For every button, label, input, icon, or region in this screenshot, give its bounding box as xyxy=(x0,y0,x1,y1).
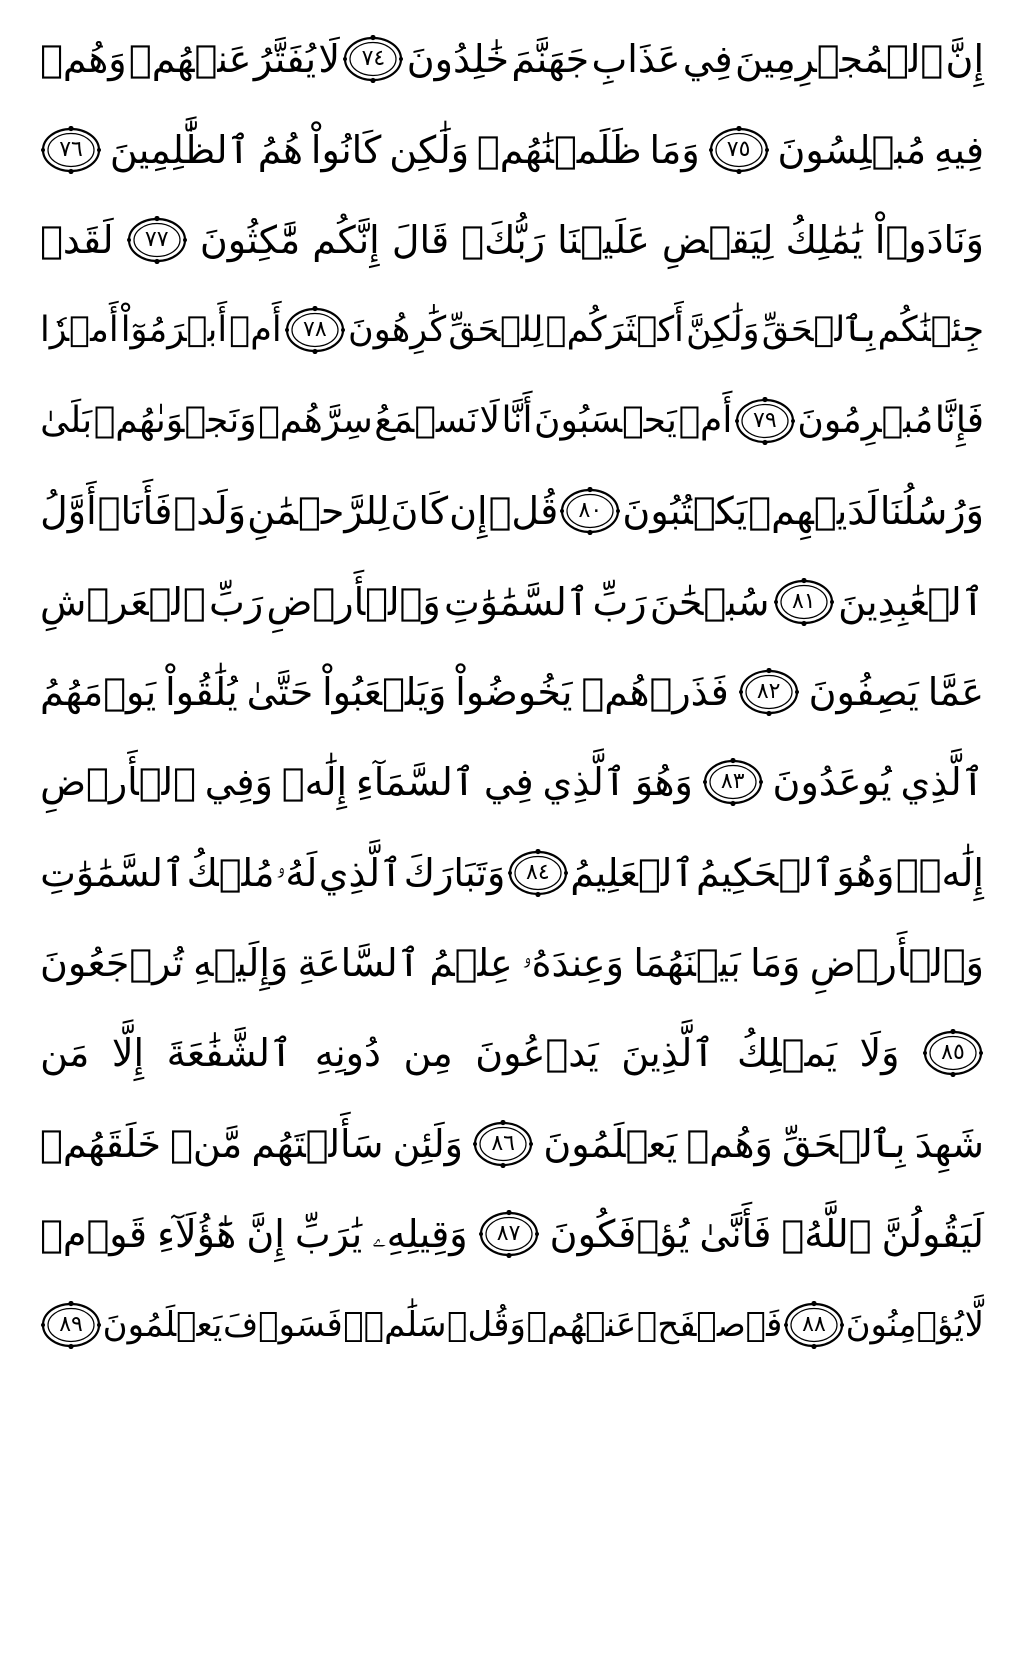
verse-word: هَٰٓؤُلَآءِ xyxy=(157,1212,237,1257)
text-line xyxy=(40,1099,984,1189)
verse-word: مُبۡلِسُونَ xyxy=(777,127,927,172)
verse-word: ٱلۡعَرۡشِ xyxy=(40,579,206,624)
verse-word: فَأَنَا۠ xyxy=(97,489,173,534)
verse-word: يَخُوضُواْ xyxy=(455,669,573,714)
verse-word: وَلَا xyxy=(859,1031,900,1076)
verse-word: وَهُوَ xyxy=(634,760,693,805)
verse-word: يَمۡلِكُ xyxy=(737,1031,837,1076)
verse-word: عَنۡهُمۡ xyxy=(128,37,252,82)
verse-word: إِلَٰهٞ xyxy=(281,760,348,805)
verse-word: لَا xyxy=(479,399,501,441)
verse-word: وَقِيلِهِۦ xyxy=(372,1212,468,1257)
verse-word: لَا xyxy=(318,37,341,82)
mushaf-page xyxy=(40,14,984,1642)
verse-word: وَإِلَيۡهِ xyxy=(193,941,289,986)
ayah-end-marker xyxy=(922,1029,984,1077)
verse-word: ٱلسَّاعَةِ xyxy=(297,941,420,986)
verse-word: عِلۡمُ xyxy=(429,941,513,986)
verse-word: وَٱلۡأَرۡضِ xyxy=(809,941,984,986)
verse-word: وَلَٰكِن xyxy=(389,127,470,172)
verse-word: ظَلَمۡنَٰهُمۡ xyxy=(476,127,642,172)
verse-word: جَهَنَّمَ xyxy=(511,37,590,82)
verse-word: أَمۡ xyxy=(678,399,733,441)
verse-word: لَدَيۡهِمۡ xyxy=(748,489,879,534)
verse-word: لِلرَّحۡمَٰنِ xyxy=(247,489,390,534)
verse-word: هُمُ xyxy=(257,127,304,172)
verse-word: دُونِهِ xyxy=(314,1031,381,1076)
verse-word: فِي xyxy=(682,37,733,82)
verse-word: رَبُّكَۖ xyxy=(461,217,546,262)
verse-word: بَيۡنَهُمَا xyxy=(633,941,741,986)
ayah-number: ٨٦ xyxy=(491,1130,515,1156)
ayah-number: ٧٥ xyxy=(726,136,751,162)
verse-word: أَوَّلُ xyxy=(40,489,97,534)
verse-word: يَٰرَبِّ xyxy=(294,1212,363,1257)
ayah-end-marker xyxy=(773,578,835,626)
verse-word: يُؤۡمِنُونَ xyxy=(845,1304,964,1345)
verse-word: وَنَجۡوَىٰهُمۚ xyxy=(93,399,257,441)
ayah-end-marker xyxy=(708,126,770,174)
ayah-end-marker xyxy=(507,849,569,897)
verse-word: ٱلشَّفَٰعَةَ xyxy=(166,1031,293,1076)
text-line xyxy=(40,195,984,285)
ayah-end-marker xyxy=(702,758,764,806)
verse-word: مِن xyxy=(403,1031,453,1076)
verse-word: إِن xyxy=(449,489,488,534)
verse-word: ٱلَّذِي xyxy=(542,760,627,805)
text-line xyxy=(40,828,984,918)
text-line xyxy=(40,556,984,646)
verse-word: وَنَادَوۡاْ xyxy=(874,217,984,262)
ayah-number: ٨٢ xyxy=(756,678,781,704)
verse-word: شَهِدَ xyxy=(914,1121,984,1166)
verse-word: قَوۡمٞ xyxy=(40,1212,148,1257)
verse-word: يَوۡمَهُمُ xyxy=(40,669,157,714)
verse-word: خَلَقَهُمۡ xyxy=(40,1121,161,1166)
ayah-number: ٨٤ xyxy=(526,859,550,885)
verse-word: فَأَنَّىٰ xyxy=(699,1212,772,1257)
verse-word: وَلَٰكِنَّ xyxy=(686,309,760,350)
verse-word: إِلَٰهٞۚ xyxy=(895,850,984,895)
text-line xyxy=(40,1279,984,1369)
verse-word: وَقُلۡ xyxy=(447,1304,526,1345)
verse-word: بِٱلۡحَقِّ xyxy=(782,1121,906,1166)
ayah-number: ٧٩ xyxy=(753,407,777,433)
verse-word: وَعِندَهُۥ xyxy=(522,941,624,986)
verse-word: ٱلۡعَلِيمُ xyxy=(570,850,695,895)
verse-word: مُلۡكُ xyxy=(186,850,275,895)
ayah-number: ٨٩ xyxy=(59,1311,83,1337)
verse-word: أَنَّا xyxy=(501,399,533,441)
ayah-number: ٧٨ xyxy=(303,317,327,343)
verse-word: يَدۡعُونَ xyxy=(475,1031,599,1076)
ayah-end-marker xyxy=(783,1301,845,1349)
ayah-end-marker xyxy=(40,126,102,174)
verse-word: ٱلۡأَرۡضِ xyxy=(40,760,196,805)
ayah-number: ٧٧ xyxy=(144,226,169,252)
ayah-end-marker xyxy=(478,1210,540,1258)
text-line xyxy=(40,647,984,737)
verse-word: وَهُوَ xyxy=(836,850,895,895)
ayah-end-marker xyxy=(734,397,796,445)
verse-word: يَٰمَٰلِكُ xyxy=(785,217,863,262)
verse-word: ٱلظَّٰلِمِينَ xyxy=(109,127,250,172)
verse-word: وَهُمۡ xyxy=(686,1121,773,1166)
verse-word: لَّا xyxy=(964,1304,984,1345)
verse-word: سَلَٰمٞۚ xyxy=(343,1304,447,1345)
verse-word: ٱلۡحَكِيمُ xyxy=(696,850,835,895)
verse-word: لِيَقۡضِ xyxy=(661,217,774,262)
verse-word: لِلۡحَقِّ xyxy=(448,309,544,350)
verse-word: قُلۡ xyxy=(488,489,559,534)
verse-word: وَلَدٞ xyxy=(173,489,247,534)
verse-word: يُفَتَّرُ xyxy=(253,37,317,82)
verse-word: عَمَّا xyxy=(927,669,984,714)
verse-word: مُبۡرِمُونَ xyxy=(797,399,934,441)
text-line xyxy=(40,1189,984,1279)
verse-word: إِنَّكُم xyxy=(312,217,380,262)
verse-word: نَسۡمَعُ xyxy=(374,399,478,441)
verse-word: إِنَّ xyxy=(246,1212,285,1257)
verse-word: مَن xyxy=(40,1031,90,1076)
verse-word: إِلَّا xyxy=(111,1031,145,1076)
verse-word: لَيَقُولُنَّ xyxy=(881,1212,984,1257)
verse-word: وَيَلۡعَبُواْ xyxy=(322,669,447,714)
ayah-end-marker xyxy=(342,35,404,83)
verse-word: أَبۡرَمُوٓاْ xyxy=(120,309,228,350)
verse-word: رَبِّ xyxy=(209,579,264,624)
verse-word: يَعۡلَمُونَ xyxy=(543,1121,678,1166)
verse-word: كَانُواْ xyxy=(310,127,382,172)
verse-word: ٱلَّذِينَ xyxy=(621,1031,715,1076)
verse-word: وَمَا xyxy=(649,127,700,172)
verse-word: وَٱلۡأَرۡضِ xyxy=(266,579,441,624)
ayah-end-marker xyxy=(738,668,800,716)
verse-word: وَفِي xyxy=(204,760,273,805)
verse-word: بَلَىٰ xyxy=(40,399,93,441)
verse-word: أَمۡرٗا xyxy=(40,309,119,350)
ayah-number: ٨١ xyxy=(791,588,816,614)
verse-word: لَقَدۡ xyxy=(40,217,114,262)
ayah-end-marker xyxy=(40,1301,102,1349)
verse-word: ٱلَّذِي xyxy=(318,850,403,895)
verse-word: يُوعَدُونَ xyxy=(772,760,892,805)
verse-word: وَتَبَارَكَ xyxy=(403,850,506,895)
text-line xyxy=(40,1008,984,1098)
verse-word: وَمَا xyxy=(750,941,801,986)
ayah-number: ٨٥ xyxy=(941,1040,965,1066)
verse-word: جِئۡنَٰكُم xyxy=(877,309,984,350)
verse-word: تُرۡجَعُونَ xyxy=(40,941,184,986)
verse-word: يَصِفُونَ xyxy=(808,669,919,714)
verse-word: لَهُۥ xyxy=(275,850,318,895)
verse-word: كَانَ xyxy=(390,489,449,534)
verse-word: سَأَلۡتَهُم xyxy=(251,1121,384,1166)
ayah-number: ٨٠ xyxy=(578,498,603,524)
verse-word: يَكۡتُبُونَ xyxy=(622,489,748,534)
ayah-end-marker xyxy=(284,306,346,354)
verse-word: ٱلسَّمَٰوَٰتِ xyxy=(40,850,186,895)
verse-word: خَٰلِدُونَ xyxy=(406,37,510,82)
ayah-end-marker xyxy=(472,1120,534,1168)
text-line xyxy=(40,737,984,827)
verse-word: سُبۡحَٰنَ xyxy=(649,579,770,624)
verse-word: فَسَوۡفَ xyxy=(222,1304,343,1345)
verse-word: فَذَرۡهُمۡ xyxy=(581,669,729,714)
ayah-number: ٨٨ xyxy=(802,1311,826,1337)
verse-word: ٱلَّذِي xyxy=(900,760,984,805)
verse-word: سِرَّهُمۡ xyxy=(258,399,373,441)
verse-word: كَٰرِهُونَ xyxy=(348,309,447,350)
ayah-end-marker xyxy=(126,216,188,264)
verse-word: حَتَّىٰ xyxy=(246,669,314,714)
verse-word: مَّٰكِثُونَ xyxy=(199,217,301,262)
verse-word: مَّنۡ xyxy=(170,1121,243,1166)
verse-word: يُؤۡفَكُونَ xyxy=(549,1212,690,1257)
text-line xyxy=(40,104,984,194)
verse-word: يُلَٰقُواْ xyxy=(165,669,238,714)
text-line xyxy=(40,14,984,104)
verse-word: يَحۡسَبُونَ xyxy=(534,399,677,441)
verse-word: إِنَّ xyxy=(945,37,984,82)
text-line xyxy=(40,466,984,556)
verse-word: أَكۡثَرَكُمۡ xyxy=(545,309,684,350)
verse-word: قَالَ xyxy=(391,217,450,262)
verse-word: ٱلۡعَٰبِدِينَ xyxy=(838,579,984,624)
verse-word: ٱلۡمُجۡرِمِينَ xyxy=(734,37,944,82)
ayah-number: ٨٧ xyxy=(496,1221,521,1247)
verse-word: فَٱصۡفَحۡ xyxy=(636,1304,783,1345)
text-line xyxy=(40,285,984,375)
verse-word: عَلَيۡنَا xyxy=(557,217,650,262)
verse-word: ٱلسَّمَآءِ xyxy=(355,760,476,805)
ayah-number: ٧٦ xyxy=(59,136,83,162)
text-line xyxy=(40,918,984,1008)
verse-word: بِٱلۡحَقِّ xyxy=(761,309,876,350)
verse-word: رَبِّ xyxy=(592,579,647,624)
verse-word: فَإِنَّا xyxy=(934,399,984,441)
verse-word: عَنۡهُمۡ xyxy=(526,1304,637,1345)
verse-word: ٱلسَّمَٰوَٰتِ xyxy=(444,579,590,624)
verse-word: ٱللَّهُۖ xyxy=(781,1212,872,1257)
ayah-end-marker xyxy=(559,487,621,535)
verse-word: أَمۡ xyxy=(229,309,282,350)
verse-word: فِي xyxy=(483,760,534,805)
verse-word: عَذَابِ xyxy=(591,37,681,82)
ayah-number: ٧٤ xyxy=(361,46,386,72)
verse-word: وَرُسُلُنَا xyxy=(879,489,984,534)
verse-word: وَهُمۡ xyxy=(40,37,127,82)
verse-word: وَلَئِن xyxy=(392,1121,463,1166)
verse-word: يَعۡلَمُونَ xyxy=(102,1304,223,1345)
text-line xyxy=(40,376,984,466)
ayah-number: ٨٣ xyxy=(720,769,745,795)
verse-word: فِيهِ xyxy=(933,127,984,172)
